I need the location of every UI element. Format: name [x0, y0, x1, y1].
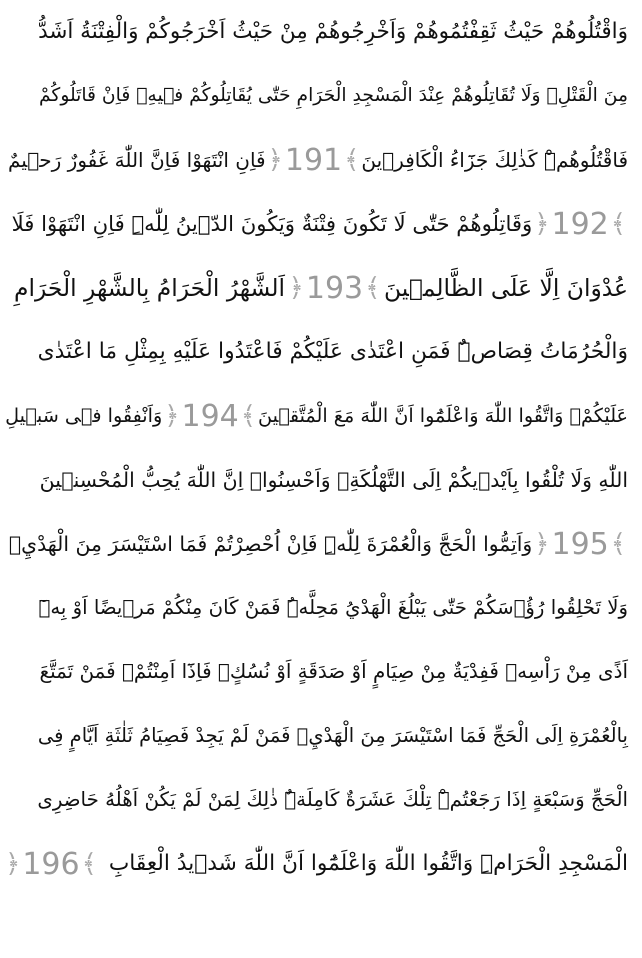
verse-line-14 [5, 832, 628, 896]
verse-text: الْحَجِّ وَسَبْعَةٍ اِذَا رَجَعْتُمْۜ تِلْكَ عَشَرَةٌ كَامِلَةٌۜ ذٰلِكَ لِمَنْ لَمْ يَكُنْ اَهْلُهُ حَاضِرِى [37, 788, 628, 811]
verse-line-7 [5, 384, 628, 448]
ayah-bracket-open: ﴿ [534, 209, 550, 239]
ayah-number-marker [532, 207, 628, 242]
ayah-number: 192 [551, 206, 609, 242]
ayah-bracket-close: ﴾ [240, 401, 256, 431]
verse-text: وَالْحُرُمَاتُ قِصَاصٌۜ فَمَنِ اعْتَدٰى عَلَيْكُمْ فَاعْتَدُوا عَلَيْهِ بِمِثْلِ مَا اعْتَدٰى [37, 339, 628, 364]
verse-text: مِنَ الْقَتْلِۚ وَلَا تُقَاتِلُوهُمْ عِنْدَ الْمَسْجِدِ الْحَرَامِ حَتّٰى يُقَاتِلُوكُمْ فٖيهِۚ فَاِنْ قَاتَلُوكُمْ [38, 85, 628, 106]
ayah-bracket-open: ﴿ [267, 145, 283, 175]
verse-line-10 [14, 576, 628, 640]
ayah-number: 194 [181, 398, 239, 434]
verse-line-11 [14, 640, 628, 704]
ayah-bracket-open: ﴿ [288, 273, 304, 303]
ayah-bracket-close: ﴾ [344, 145, 360, 175]
verse-text: فَاقْتُلُوهُمْۜ كَذٰلِكَ جَزَٓاءُ الْكَافِرٖينَ [361, 148, 628, 172]
ayah-bracket-close: ﴾ [365, 273, 381, 303]
verse-line-8 [14, 448, 628, 512]
ayah-number: 195 [551, 526, 609, 562]
verse-line-6 [14, 320, 628, 384]
verse-text: فَاِنِ انْتَهَوْا فَاِنَّ اللّٰهَ غَفُورٌ رَحٖيمٌ [7, 148, 266, 172]
ayah-number: 191 [284, 142, 343, 178]
ayah-number-marker [3, 847, 99, 882]
ayah-bracket-open: ﴿ [164, 401, 180, 431]
ayah-number: 196 [22, 846, 80, 882]
ayah-bracket-close: ﴾ [81, 849, 97, 879]
verse-line-3 [7, 128, 628, 192]
ayah-number-marker [162, 399, 258, 434]
verse-line-13 [14, 768, 628, 832]
verse-text: الْمَسْجِدِ الْحَرَامِۜ وَاتَّقُوا اللّٰهَ وَاعْلَمُٓوا اَنَّ اللّٰهَ شَدٖيدُ الْعِقَابِ [108, 851, 628, 876]
verse-line-9 [8, 512, 628, 576]
verse-text: عُدْوَانَ اِلَّا عَلَى الظَّالِمٖينَ [383, 274, 628, 302]
verse-text: وَاَتِمُّوا الْحَجَّ وَالْعُمْرَةَ لِلّٰهِۜ فَاِنْ اُحْصِرْتُمْ فَمَا اسْتَيْسَرَ مِنَ الْهَدْيِۚ [8, 532, 533, 556]
ayah-number-marker [532, 527, 628, 562]
verse-text: وَقَاتِلُوهُمْ حَتّٰى لَا تَكُونَ فِتْنَةٌ وَيَكُونَ الدّٖينُ لِلّٰهِۜ فَاِنِ انْتَهَوْا فَلَا [11, 211, 533, 236]
ayah-bracket-open: ﴿ [534, 529, 550, 559]
verse-line-2 [14, 64, 628, 128]
ayah-bracket-close: ﴾ [610, 529, 626, 559]
verse-line-12 [14, 704, 628, 768]
verse-text: اَذًى مِنْ رَاْسِهٖ فَفِدْيَةٌ مِنْ صِيَامٍ اَوْ صَدَقَةٍ اَوْ نُسُكٍۚ فَاِذَٓا اَمِنْتُمْ۠ فَمَنْ تَمَتَّعَ [39, 660, 628, 683]
verse-text: وَلَا تَحْلِقُوا رُؤُ۫سَكُمْ حَتّٰى يَبْلُغَ الْهَدْيُ مَحِلَّهُۜ فَمَنْ كَانَ مِنْكُمْ مَرٖيضًا اَوْ بِهٖٓ [38, 596, 628, 619]
verse-line-4 [11, 192, 628, 256]
verse-text: عَلَيْكُمْۖ وَاتَّقُوا اللّٰهَ وَاعْلَمُٓوا اَنَّ اللّٰهَ مَعَ الْمُتَّقٖينَ [257, 404, 628, 427]
ayah-number-marker [287, 271, 383, 306]
verse-text: بِالْعُمْرَةِ اِلَى الْحَجِّ فَمَا اسْتَيْسَرَ مِنَ الْهَدْيِۚ فَمَنْ لَمْ يَجِدْ فَصِيَامُ ثَلٰثَةِ اَيَّامٍ فِى [37, 724, 628, 747]
verse-line-1 [14, 0, 628, 64]
ayah-number-marker [266, 143, 362, 178]
ayah-bracket-open: ﴿ [5, 849, 21, 879]
ayah-number: 193 [305, 270, 364, 306]
ayah-bracket-close: ﴾ [610, 209, 626, 239]
verse-line-5 [14, 256, 628, 320]
verse-text: وَاَنْفِقُوا فٖى سَبٖيلِ [5, 404, 163, 427]
verse-text: اللّٰهِ وَلَا تُلْقُوا بِاَيْدٖيكُمْ اِلَى التَّهْلُكَةِۚ وَاَحْسِنُواۚ اِنَّ اللّٰهَ يُحِبُّ الْمُحْسِنٖينَ [39, 468, 628, 492]
verse-text: اَلشَّهْرُ الْحَرَامُ بِالشَّهْرِ الْحَرَامِ [14, 274, 286, 302]
verse-text: وَاقْتُلُوهُمْ حَيْثُ ثَقِفْتُمُوهُمْ وَاَخْرِجُوهُمْ مِنْ حَيْثُ اَخْرَجُوكُمْ وَالْفِتْنَةُ اَشَدُّ [38, 19, 628, 44]
